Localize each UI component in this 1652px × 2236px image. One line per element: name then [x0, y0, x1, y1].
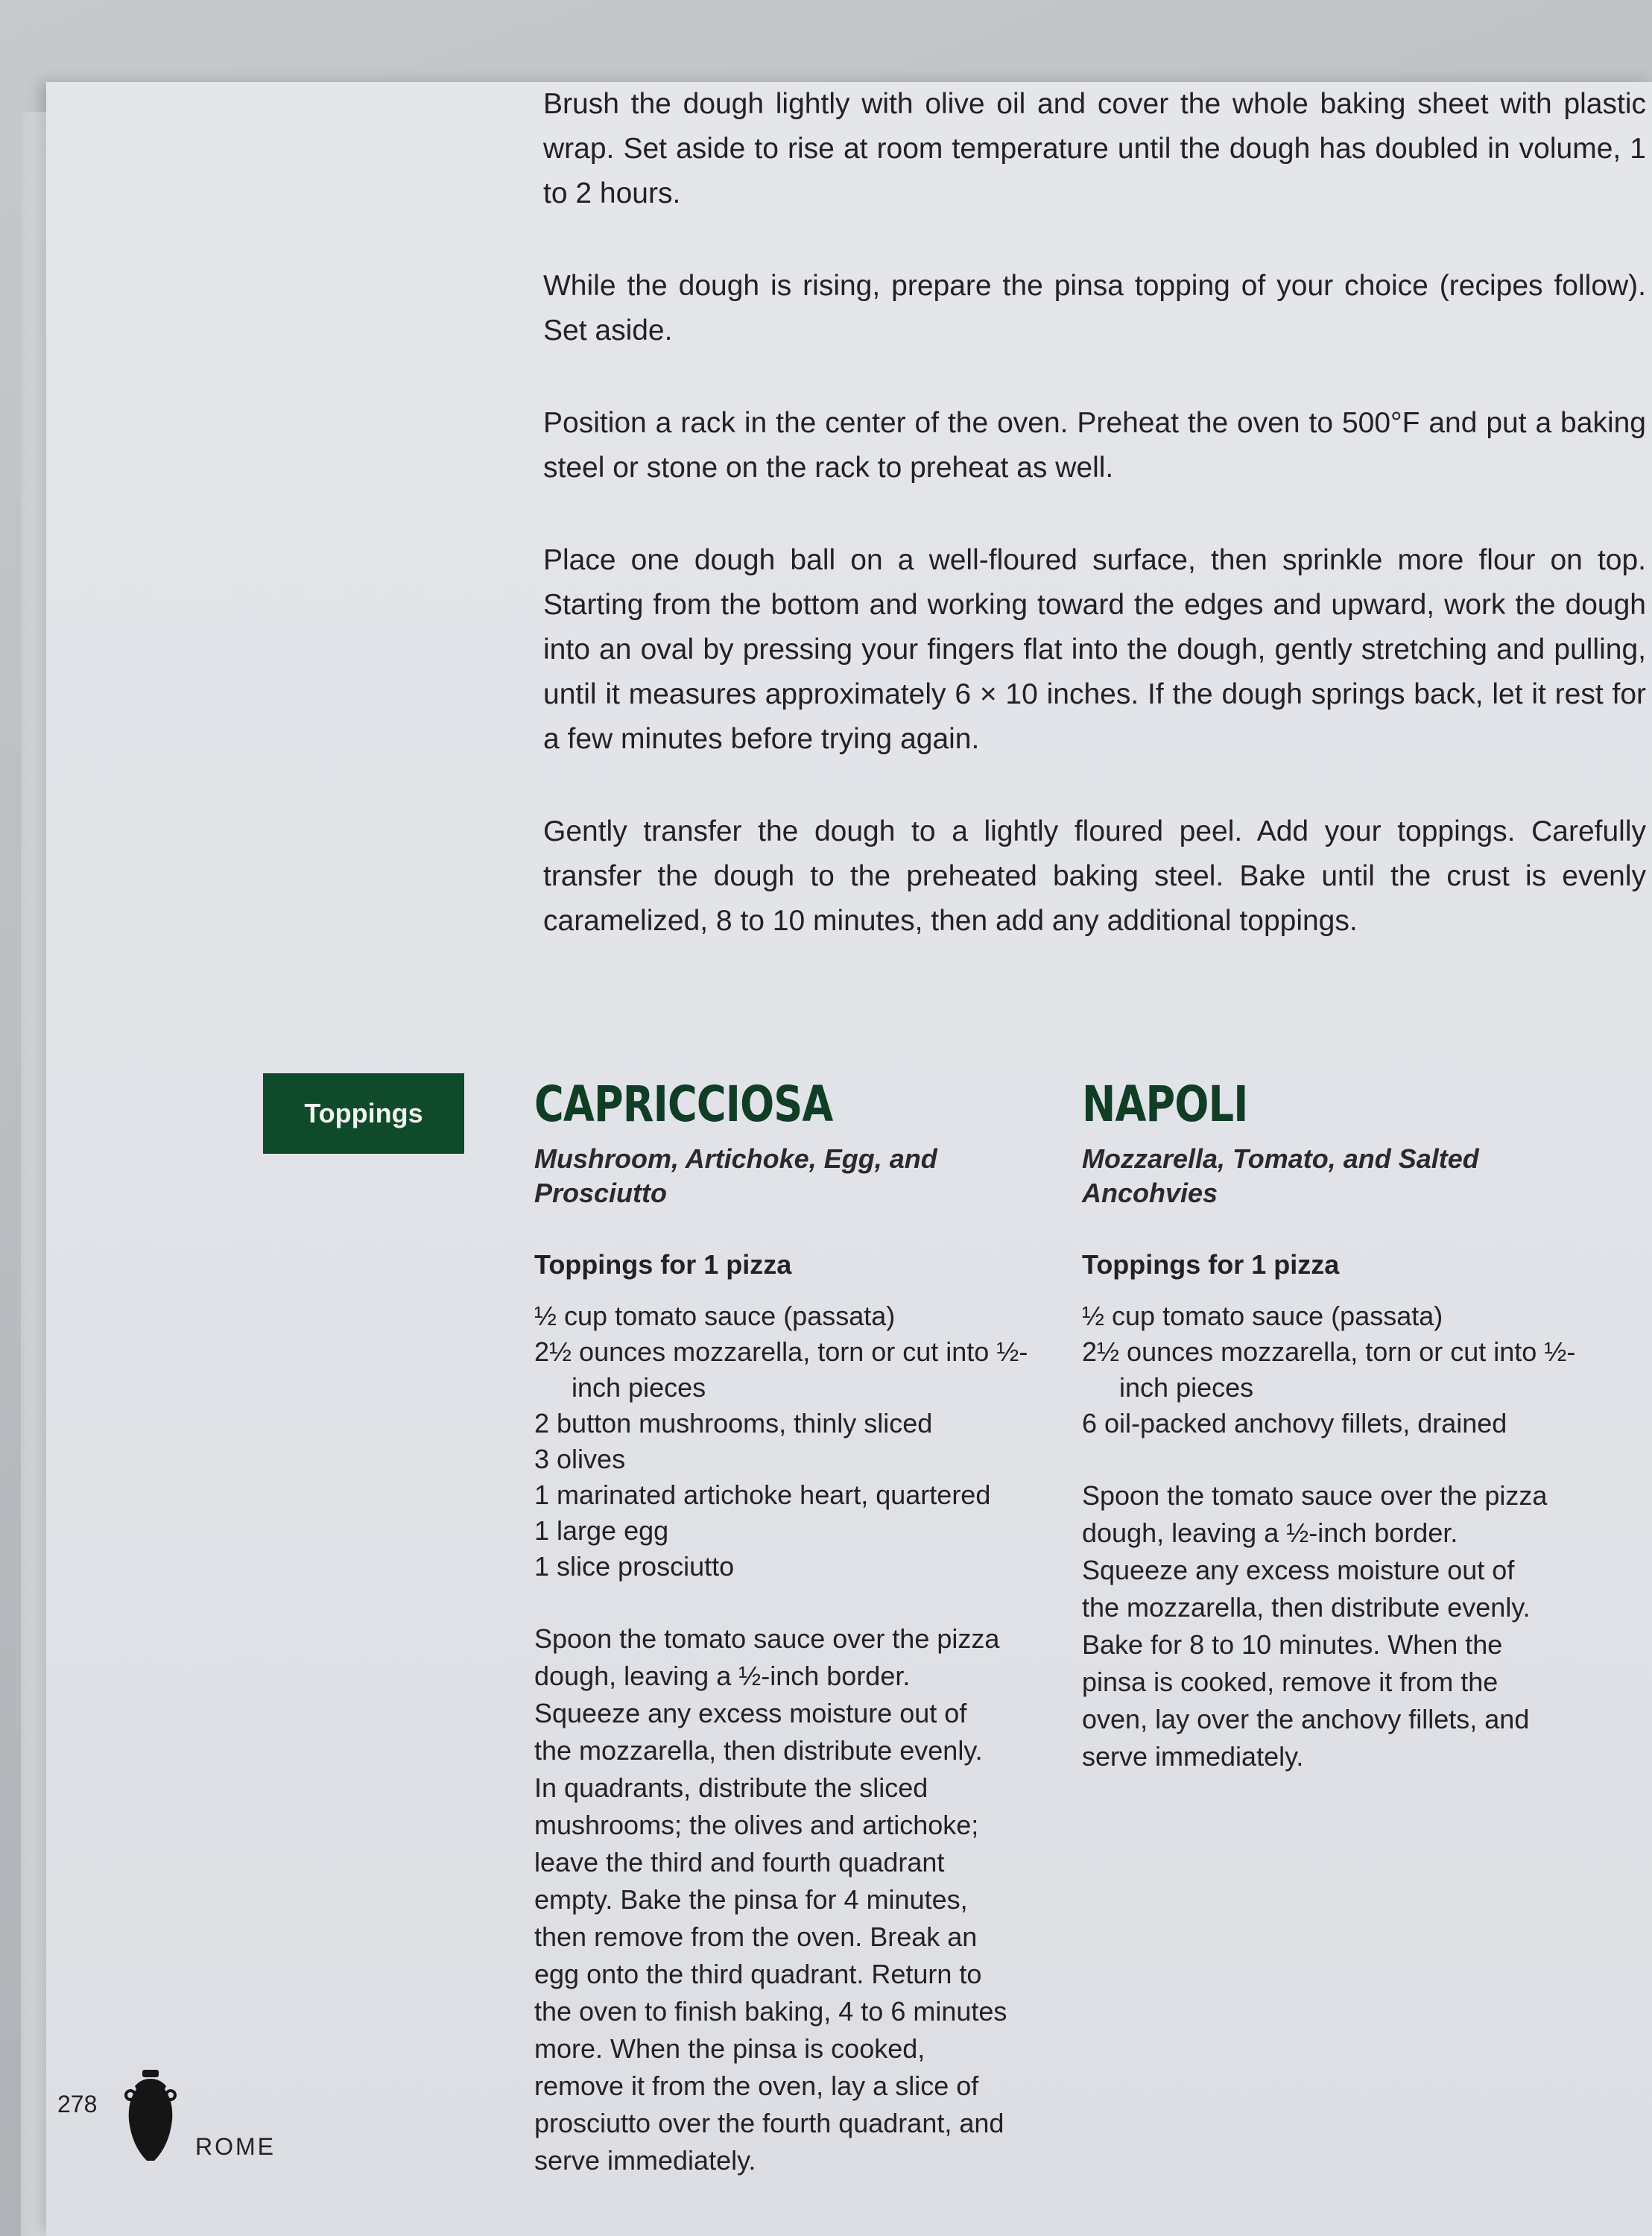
- ingredient-item: 2 button mushrooms, thinly sliced: [534, 1408, 933, 1438]
- section-label: ROME: [195, 2133, 276, 2160]
- ingredient-item: 1 large egg: [534, 1515, 669, 1546]
- ingredient-list: [1082, 1298, 1596, 1441]
- ingredient-item: 1 slice prosciutto: [534, 1551, 735, 1582]
- ingredient-item: ½ cup tomato sauce (passata): [534, 1301, 896, 1331]
- recipe-subtitle: Mozzarella, Tomato, and Salted Ancohvies: [1082, 1143, 1479, 1208]
- ingredient-item: 3 olives: [534, 1444, 626, 1474]
- recipe-yield: Toppings for 1 pizza: [534, 1249, 792, 1280]
- section-tag: Toppings: [263, 1073, 464, 1154]
- method-paragraph: Position a rack in the center of the oven. Preheat the oven to 500°F and put a baking steel or stone on the rack to preheat as well.: [543, 407, 1646, 484]
- recipe-steps: Spoon the tomato sauce over the pizza dough, leaving a ½-inch border. Squeeze any excess moisture out of the mozzarella, then distribute evenly. In quadrants, distribute the sliced mushrooms; the olives and artichoke; leave the third and fourth quadrant empty. Bake the pinsa for 4 minutes, then remove from the oven. Break an egg onto the third quadrant. Return to the oven to finish baking, 4 to 6 minutes more. When the pinsa is cooked, remove it from the oven, lay a slice of prosciutto over the fourth quadrant, and serve immediately.: [534, 1623, 1007, 2176]
- ingredient-list: [534, 1298, 1048, 1585]
- method-text: [543, 82, 1646, 991]
- ingredient-item: ½ cup tomato sauce (passata): [1082, 1301, 1443, 1331]
- method-paragraph: Gently transfer the dough to a lightly floured peel. Add your toppings. Carefully transfer the dough to the preheated baking steel. Bake until the crust is evenly caramelized, 8 to 10 minutes, then add any additional toppings.: [543, 815, 1646, 937]
- book-page: [46, 82, 1652, 2236]
- recipe-napoli: [1082, 1073, 1596, 1775]
- ingredient-item: 2½ ounces mozzarella, torn or cut into ½-inch pieces: [534, 1336, 1028, 1403]
- recipe-title: NAPOLI: [1082, 1076, 1248, 1133]
- page-stack-edge: [21, 112, 46, 2236]
- amphora-icon: [124, 2068, 177, 2165]
- page-number: 278: [57, 2091, 98, 2117]
- recipe-yield: Toppings for 1 pizza: [1082, 1249, 1340, 1280]
- method-paragraph: Place one dough ball on a well-floured surface, then sprinkle more flour on top. Starting from the bottom and working toward the edges and upward, work the dough into an oval by pressing your fingers flat into the dough, gently stretching and pulling, until it measures approximately 6 × 10 inches. If the dough springs back, let it rest for a few minutes before trying again.: [543, 544, 1646, 755]
- method-paragraph: Brush the dough lightly with olive oil and cover the whole baking sheet with plastic wrap. Set aside to rise at room temperature until the dough has doubled in volume, 1 to 2 hours.: [543, 88, 1646, 209]
- ingredient-item: 6 oil-packed anchovy fillets, drained: [1082, 1408, 1507, 1438]
- recipe-subtitle: Mushroom, Artichoke, Egg, and Prosciutto: [534, 1143, 937, 1208]
- recipe-steps: Spoon the tomato sauce over the pizza dough, leaving a ½-inch border. Squeeze any excess moisture out of the mozzarella, then distribute evenly. Bake for 8 to 10 minutes. When the pinsa is cooked, remove it from the oven, lay over the anchovy fillets, and serve immediately.: [1082, 1480, 1548, 1772]
- ingredient-item: 1 marinated artichoke heart, quartered: [534, 1479, 991, 1510]
- recipe-capricciosa: [534, 1073, 1048, 2179]
- method-paragraph: While the dough is rising, prepare the pinsa topping of your choice (recipes follow). Set aside.: [543, 270, 1646, 347]
- recipe-title: CAPRICCIOSA: [534, 1076, 833, 1133]
- ingredient-item: 2½ ounces mozzarella, torn or cut into ½-inch pieces: [1082, 1336, 1576, 1403]
